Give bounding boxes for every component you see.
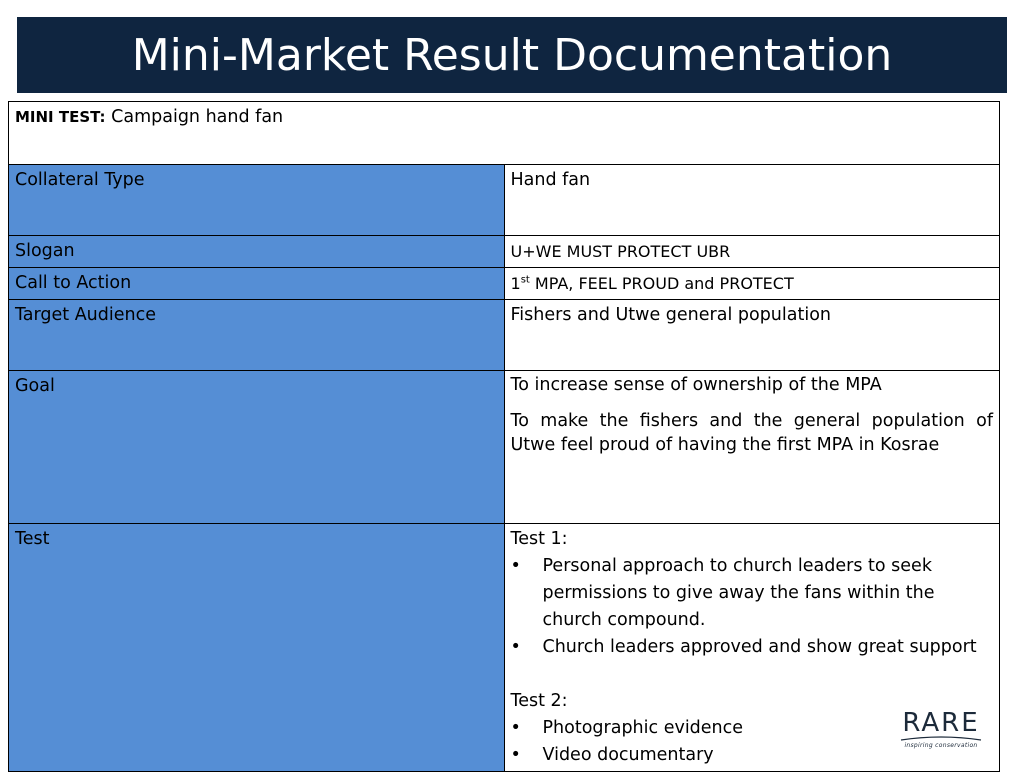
mini-test-row [9,102,1000,165]
table-row [9,524,1000,772]
list-item [511,634,994,661]
row-value [504,268,1000,300]
row-label: Goal [9,371,505,524]
goal-cell [504,371,1000,524]
list-item-text: Video documentary [542,745,714,765]
ordinal-number: 1 [510,274,521,293]
goal-paragraph: To make the fishers and the general population of Utwe feel proud of having the first MPA in Kosrae [510,411,993,455]
test-heading: Test 2: [510,691,568,711]
spacer [511,661,994,688]
table-row [9,300,1000,371]
result-table [8,101,1000,772]
row-label: Slogan [9,236,505,268]
goal-paragraph: To increase sense of ownership of the MPA [510,375,882,395]
bullet: • [510,718,521,738]
mini-test-label: MINI TEST: [15,108,106,126]
list-item-text: Church leaders approved and show great support [542,637,977,657]
list-item-text: Personal approach to church leaders to seek permissions to give away the fans within the church compound. [542,556,935,630]
rare-logo [896,708,986,756]
table-row [9,165,1000,236]
row-label: Target Audience [9,300,505,371]
bullet: • [510,745,521,765]
logo-tagline: inspiring conservation [904,742,978,749]
mini-test-value: Campaign hand fan [111,107,284,127]
call-to-action-text: MPA, FEEL PROUD and PROTECT [529,274,794,293]
page-title: Mini-Market Result Documentation [131,29,893,81]
ordinal-suffix: st [520,274,530,286]
list-item [511,553,994,634]
row-value: Hand fan [504,165,1000,236]
row-label: Collateral Type [9,165,505,236]
title-banner [17,17,1007,93]
row-label: Test [9,524,505,772]
table-row [9,371,1000,524]
list-item-text: Photographic evidence [542,718,744,738]
table-row [9,236,1000,268]
logo-wordmark: RARE [902,708,980,738]
mini-test-cell [9,102,1000,165]
row-value: U+WE MUST PROTECT UBR [504,236,1000,268]
bullet: • [510,556,521,576]
bullet: • [510,637,521,657]
row-label: Call to Action [9,268,505,300]
row-value: Fishers and Utwe general population [504,300,1000,371]
table-row [9,268,1000,300]
test-heading: Test 1: [510,529,568,549]
